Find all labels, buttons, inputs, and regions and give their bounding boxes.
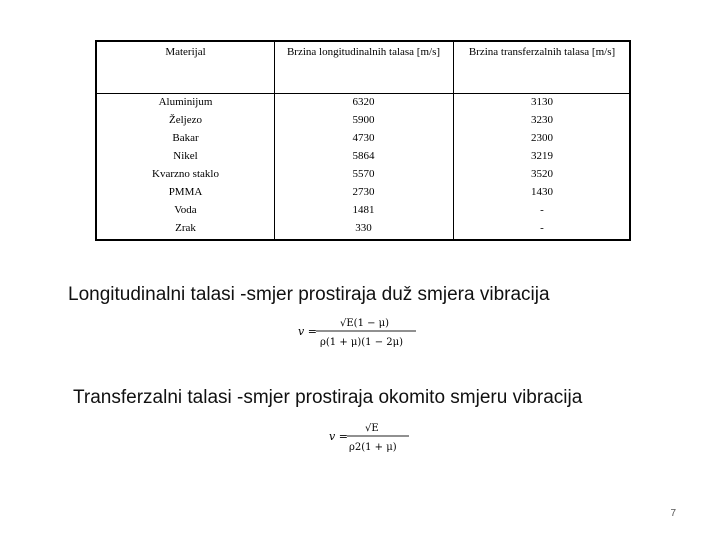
table-row [97,183,629,201]
formula-numerator: √E [365,423,379,434]
longitudinal-cell: 330 [355,222,372,234]
longitudinal-cell: 2730 [352,186,375,198]
velocity-table [95,40,631,241]
material-cell: Željezo [169,114,202,126]
material-cell: PMMA [168,186,203,198]
transverse-description: Transferzalni talasi -smjer prostiraja okomito smjeru vibracija [73,387,583,408]
transverse-cell: 1430 [531,186,553,198]
table-row [97,93,629,111]
formula-numerator: √E(1 − μ) [340,318,390,329]
formula-denominator: ρ2(1 + μ) [349,442,397,453]
longitudinal-cell: 1481 [352,204,375,216]
longitudinal-description: Longitudinalni talasi -smjer prostiraja duž smjera vibracija [68,284,550,305]
table-row [97,165,629,183]
formula-lhs: v = [298,325,317,338]
page-number: 7 [670,508,676,519]
longitudinal-cell: 5900 [352,114,375,126]
table-row [97,147,629,165]
transverse-cell: 3230 [531,114,553,126]
table-header-transverse: Brzina transferzalnih talasa [m/s] [468,46,616,58]
longitudinal-cell: 5570 [352,168,375,180]
longitudinal-formula [296,313,421,351]
table-row [97,111,629,129]
material-cell: Zrak [175,222,196,234]
material-cell: Nikel [173,150,198,162]
transverse-cell: - [540,204,544,216]
transverse-cell: - [540,222,544,234]
transverse-cell: 3130 [531,96,553,108]
material-cell: Aluminijum [158,96,213,108]
table-header-longitudinal: Brzina longitudinalnih talasa [m/s] [286,46,441,58]
transverse-cell: 3520 [531,168,553,180]
table-row [97,201,629,219]
longitudinal-cell: 4730 [352,132,375,144]
material-cell: Kvarzno staklo [152,168,219,180]
transverse-formula [327,418,412,456]
table-row [97,219,629,237]
transverse-cell: 2300 [531,132,553,144]
table-row [97,129,629,147]
formula-denominator: ρ(1 + μ)(1 − 2μ) [320,337,404,348]
longitudinal-cell: 5864 [352,150,375,162]
transverse-cell: 3219 [531,150,553,162]
table-header-material: Materijal [165,46,206,58]
material-cell: Voda [174,204,197,216]
material-cell: Bakar [172,132,199,144]
formula-lhs: v = [329,430,348,443]
longitudinal-cell: 6320 [352,96,375,108]
